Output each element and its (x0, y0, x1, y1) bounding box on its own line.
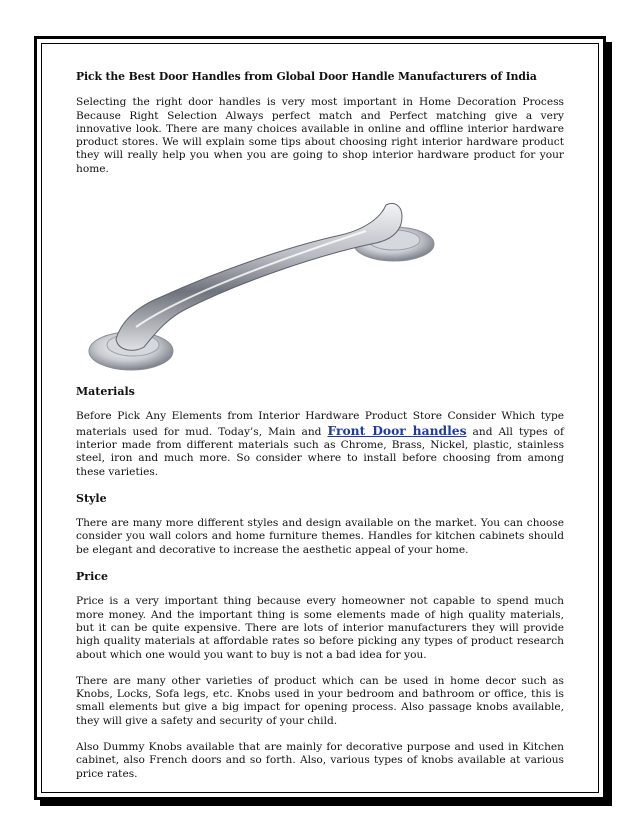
price-paragraph-2: There are many other varieties of product which can be used in home decor such as Knobs, Locks, Sofa legs, etc. Knobs used in your bedroom and bathroom or office, this is small elements but give a big impact for opening process. Also passage knobs available, they will give a safety and security of your child. (76, 674, 564, 727)
door-handle-illustration (76, 187, 564, 377)
price-paragraph-3: Also Dummy Knobs available that are mainly for decorative purpose and used in Kitchen cabinet, also French doors and so forth. Also, various types of knobs available at various price rates. (76, 741, 564, 780)
style-heading: Style (76, 491, 107, 505)
front-door-handles-link[interactable]: Front Door handles (327, 422, 467, 438)
materials-text-after: and All types of interior made from different materials such as Chrome, Brass, Nickel, plastic, stainless steel, iron and much more. So consider where to install before choosing from among these varieties. (76, 425, 564, 478)
document-title: Pick the Best Door Handles from Global Door Handle Manufacturers of India (76, 70, 537, 83)
price-paragraph-1: Price is a very important thing because every homeowner not capable to spend much more money. And the important thing is some elements made of high quality materials, but it can be quite expensive. There are lots of interior manufacturers they will provide high quality materials at affordable rates so before picking any types of product research about which one would you want to buy is not a bad idea for you. (76, 595, 564, 661)
style-paragraph: There are many more different styles and design available on the market. You can choose consider you wall colors and home furniture themes. Handles for kitchen cabinets should be elegant and decorative to increase the aesthetic appeal of your home. (76, 517, 564, 556)
intro-paragraph: Selecting the right door handles is very most important in Home Decoration Process Because Right Selection Always perfect match and Perfect matching give a very innovative look. There are many choices available in online and offline interior hardware product stores. We will explain some tips about choosing right interior hardware product they will really help you when you are going to shop interior hardware product for your home. (76, 96, 564, 175)
door-handle-image (76, 187, 564, 375)
price-heading: Price (76, 570, 108, 584)
document-body (76, 70, 564, 794)
materials-paragraph (76, 410, 564, 478)
materials-text-before: Before Pick Any Elements from Interior Hardware Product Store Consider Which type materials used for mud. Today’s, Main and (76, 410, 564, 438)
handle-grip-shape (116, 204, 402, 351)
materials-heading: Materials (76, 385, 135, 399)
